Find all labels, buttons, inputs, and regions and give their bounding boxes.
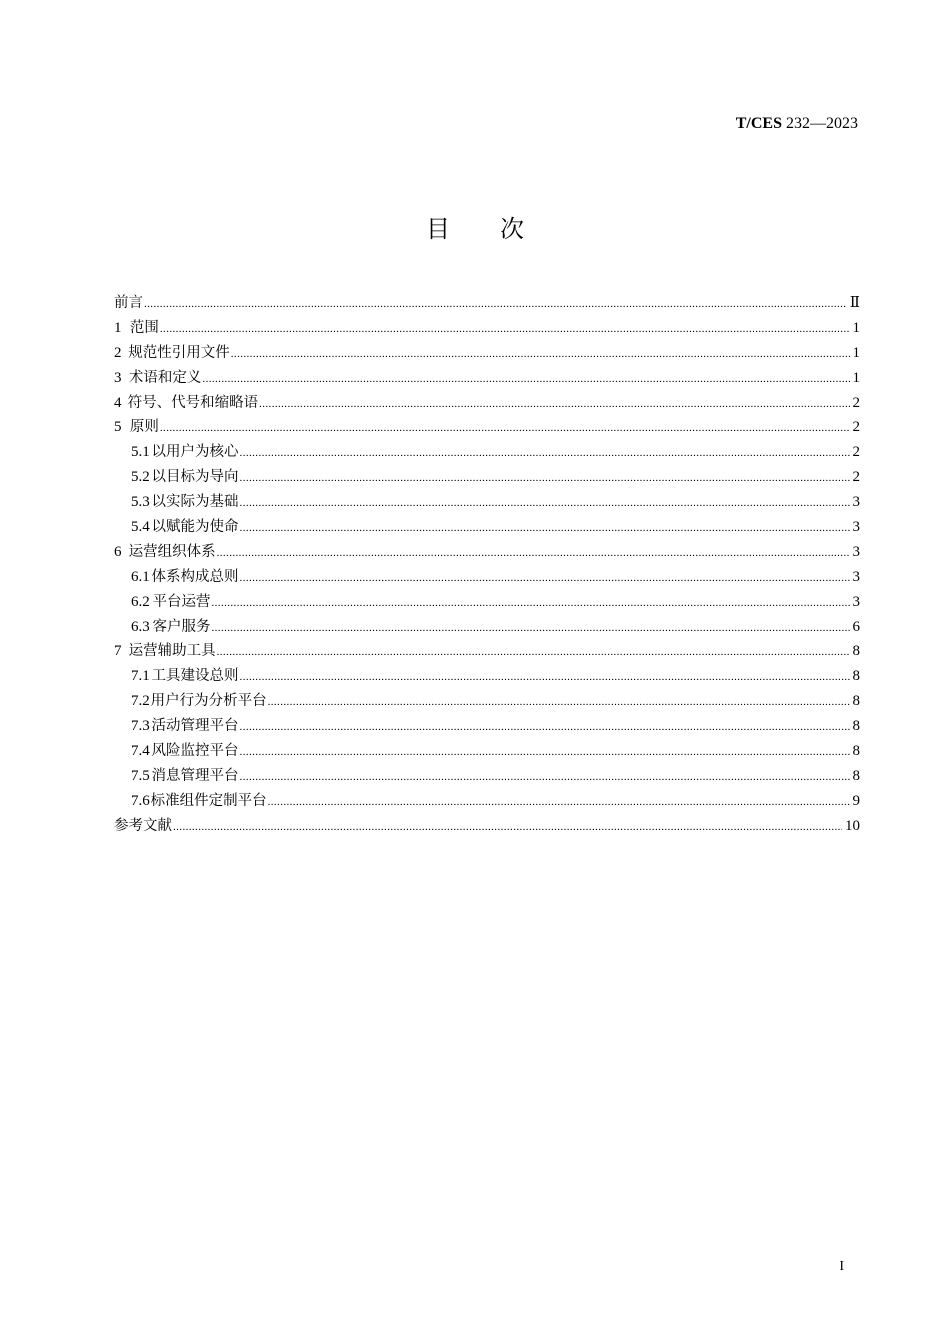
toc-entry-page: 3 [852, 568, 860, 585]
toc-entry-page: 8 [852, 643, 860, 660]
toc-entry-page: 1 [852, 369, 860, 386]
toc-entry-page: 6 [852, 618, 860, 635]
toc-entry-1[interactable] [114, 316, 860, 341]
toc-entry-3[interactable] [114, 366, 860, 391]
toc-entry-7-6[interactable] [114, 789, 860, 814]
toc-entry-page: 3 [852, 593, 860, 610]
page-number: I [839, 1259, 844, 1274]
toc-entry-label: 体系构成总则 [151, 568, 239, 585]
toc-entry-7-2[interactable] [114, 689, 860, 714]
toc-entry-page: 8 [852, 668, 860, 685]
toc-entry-label: 以实际为基础 [151, 494, 239, 511]
toc-entry-number: 7.2 [131, 693, 150, 710]
toc-entry-2[interactable] [114, 341, 860, 366]
toc-leader-dots [240, 441, 850, 466]
toc-entry-5[interactable] [114, 415, 860, 440]
toc-entry-7-3[interactable] [114, 714, 860, 739]
title-char-2: 次 [500, 215, 524, 243]
toc-entry-number: 6.3 [131, 618, 150, 635]
toc-entry-label: 原则 [129, 419, 159, 436]
toc-entry-label: 工具建设总则 [151, 668, 239, 685]
toc-entry-number: 7.3 [131, 718, 150, 735]
toc-entry-page: 3 [852, 543, 860, 560]
toc-leader-dots [160, 416, 850, 441]
toc-entry-number: 6.1 [131, 568, 150, 585]
toc-entry-page: 3 [852, 494, 860, 511]
toc-entry-number: 6 [114, 543, 122, 560]
toc-entry-page: 9 [852, 792, 860, 809]
toc-entry-label: 风险监控平台 [151, 743, 239, 760]
toc-entry-number: 5 [114, 419, 122, 436]
toc-leader-dots [240, 566, 850, 591]
toc-entry-number: 5.1 [131, 444, 150, 461]
toc-entry-page: Ⅱ [849, 295, 860, 311]
toc-entry-6-1[interactable] [114, 565, 860, 590]
toc-entry-5-4[interactable] [114, 515, 860, 540]
toc-entry-number: 4 [114, 394, 122, 411]
toc-entry-7-5[interactable] [114, 764, 860, 789]
toc-entry-number: 7.5 [131, 767, 150, 784]
toc-entry-label: 符号、代号和缩略语 [127, 394, 259, 411]
standard-code-prefix: T/CES [735, 115, 782, 132]
toc-entry-page: 8 [852, 767, 860, 784]
standard-code-number: 232—2023 [782, 115, 858, 132]
toc-entry-7-4[interactable] [114, 739, 860, 764]
page-title [0, 212, 950, 246]
toc-entry-number: 7.4 [131, 743, 150, 760]
toc-entry-5-3[interactable] [114, 490, 860, 515]
toc-entry-label: 消息管理平台 [151, 767, 239, 784]
toc-entry-number: 7.6 [131, 792, 150, 809]
toc-entry-label: 用户行为分析平台 [150, 693, 267, 710]
toc-entry-number: 7 [114, 643, 122, 660]
toc-leader-dots [217, 640, 850, 665]
toc-entry-label: 标准组件定制平台 [150, 792, 267, 809]
toc-leader-dots [240, 665, 850, 690]
toc-entry-number: 5.2 [131, 469, 150, 486]
toc-entry-7[interactable] [114, 639, 860, 664]
toc-leader-dots [202, 367, 849, 392]
toc-entry-label: 前言 [114, 295, 143, 311]
toc-entry-label: 以赋能为使命 [151, 519, 239, 536]
title-char-1: 目 [426, 215, 450, 243]
toc-entry-4[interactable] [114, 391, 860, 416]
toc-entry-number: 3 [114, 369, 122, 386]
toc-entry-page: 2 [852, 419, 860, 436]
toc-entry-7-1[interactable] [114, 664, 860, 689]
toc-entry-6-2[interactable] [114, 590, 860, 615]
toc-leader-dots [240, 715, 850, 740]
toc-entry-page: 1 [852, 319, 860, 336]
toc-entry-label: 客户服务 [152, 618, 211, 635]
toc-leader-dots [240, 765, 850, 790]
toc-entry-references[interactable] [114, 814, 860, 839]
toc-leader-dots [231, 342, 850, 367]
toc-entry-label: 以用户为核心 [151, 444, 239, 461]
toc-leader-dots [173, 815, 842, 840]
toc-entry-label: 运营组织体系 [128, 543, 216, 560]
toc-entry-page: 1 [852, 344, 860, 361]
toc-entry-number: 6.2 [131, 593, 150, 610]
toc-entry-label: 参考文献 [114, 817, 172, 834]
toc-leader-dots [268, 690, 850, 715]
toc-leader-dots [240, 516, 850, 541]
toc-leader-dots [268, 790, 850, 815]
toc-entry-number: 1 [114, 319, 122, 336]
toc-entry-label: 活动管理平台 [151, 718, 239, 735]
toc-entry-preface[interactable] [114, 291, 860, 316]
toc-entry-page: 2 [852, 444, 860, 461]
toc-leader-dots [217, 541, 850, 566]
toc-entry-6-3[interactable] [114, 615, 860, 640]
toc-entry-page: 8 [852, 693, 860, 710]
toc-leader-dots [212, 591, 850, 616]
toc-leader-dots [160, 317, 850, 342]
toc-entry-label: 术语和定义 [128, 369, 202, 386]
toc-entry-page: 3 [852, 519, 860, 536]
toc-leader-dots [212, 616, 850, 641]
toc-leader-dots [240, 466, 850, 491]
toc-entry-page: 2 [852, 394, 860, 411]
toc-entry-5-2[interactable] [114, 465, 860, 490]
toc-entry-number: 5.4 [131, 519, 150, 536]
toc-entry-page: 2 [852, 469, 860, 486]
toc-entry-label: 平台运营 [152, 593, 211, 610]
table-of-contents [114, 291, 860, 839]
toc-leader-dots [240, 740, 850, 765]
toc-entry-page: 8 [852, 718, 860, 735]
toc-entry-page: 8 [852, 743, 860, 760]
toc-entry-label: 规范性引用文件 [128, 344, 230, 361]
toc-leader-dots [259, 392, 849, 417]
toc-leader-dots [240, 491, 850, 516]
toc-entry-page: 10 [845, 817, 860, 834]
toc-entry-number: 7.1 [131, 668, 150, 685]
standard-code [736, 114, 858, 134]
toc-entry-label: 运营辅助工具 [128, 643, 216, 660]
toc-entry-5-1[interactable] [114, 440, 860, 465]
toc-entry-6[interactable] [114, 540, 860, 565]
toc-entry-label: 范围 [129, 319, 159, 336]
toc-entry-number: 2 [114, 344, 122, 361]
toc-entry-label: 以目标为导向 [151, 469, 239, 486]
toc-entry-number: 5.3 [131, 494, 150, 511]
toc-leader-dots [144, 292, 847, 317]
